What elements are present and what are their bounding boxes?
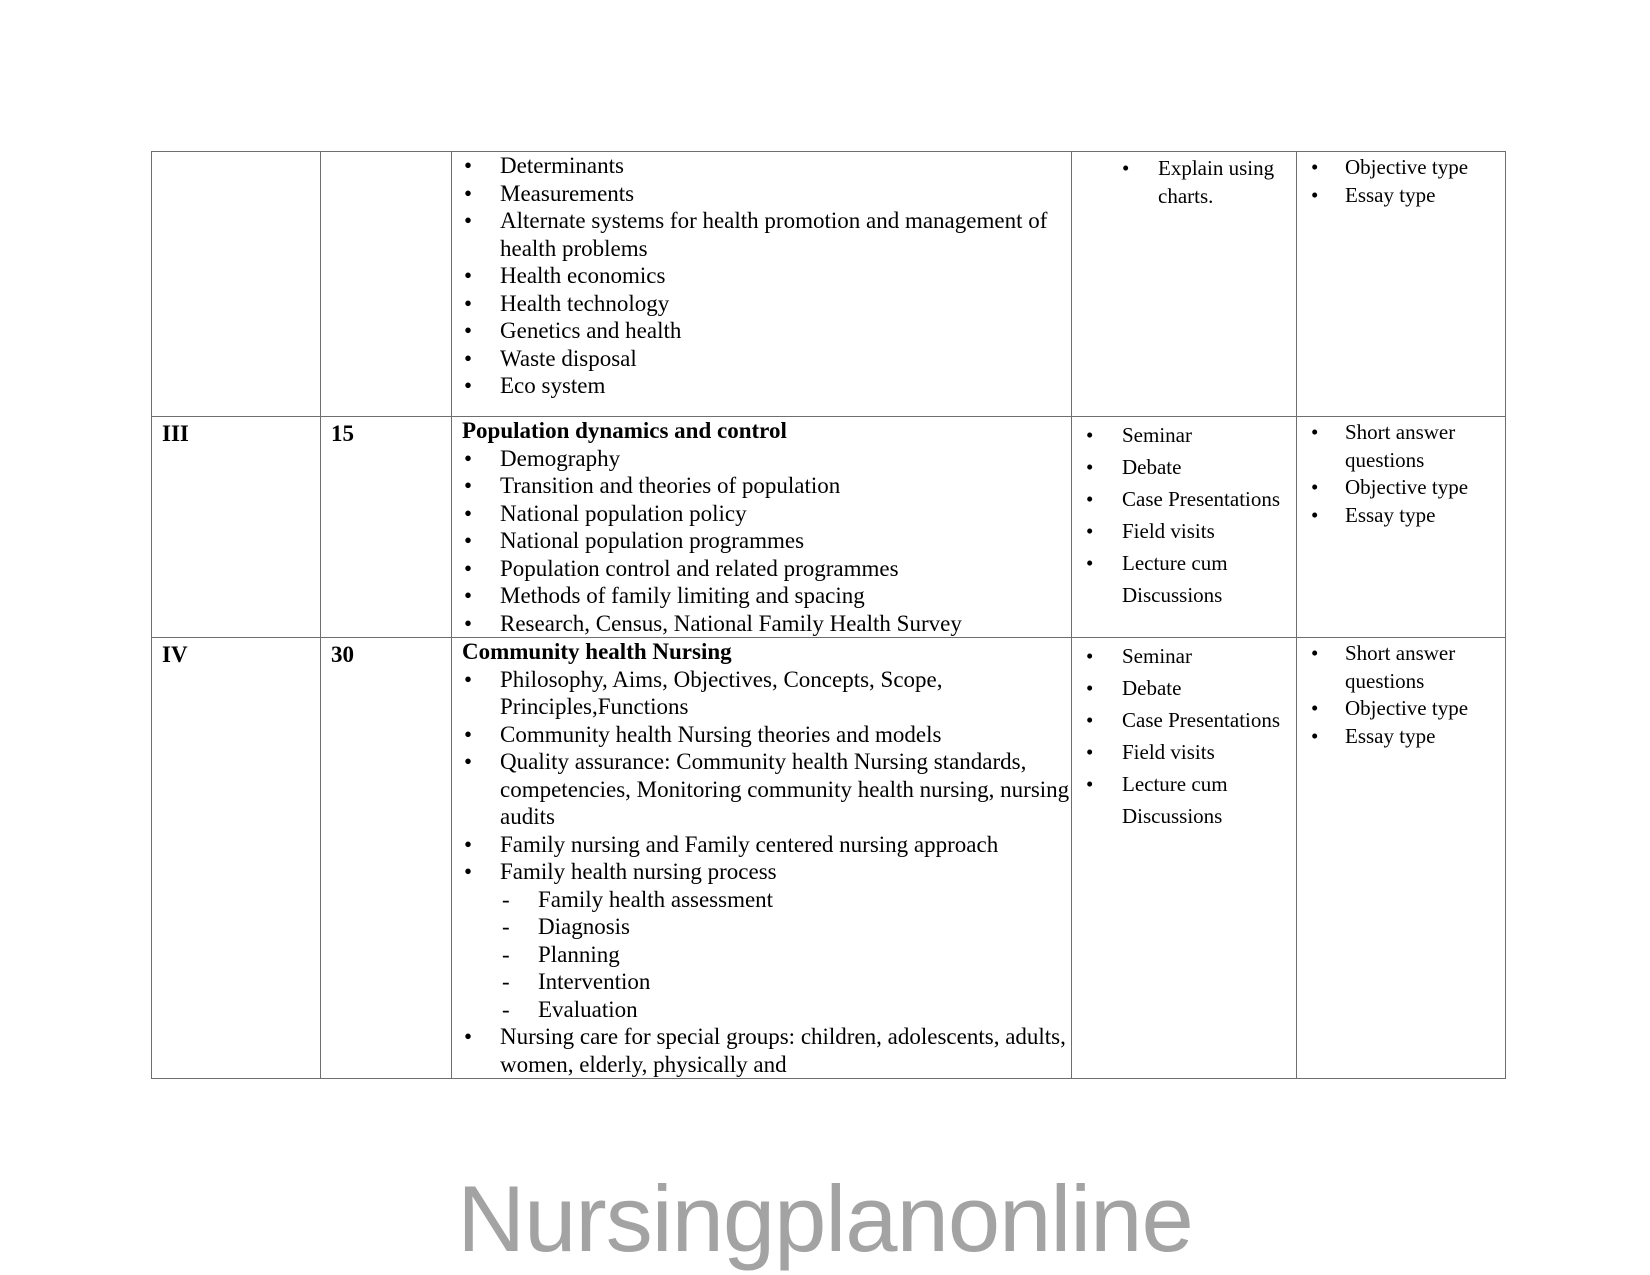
list-item-text: Family nursing and Family centered nursing approach — [500, 831, 999, 857]
list-item-text: Alternate systems for health promotion and management of health problems — [500, 208, 1048, 261]
unit-cell: III — [152, 417, 321, 638]
teaching-methods-cell — [1072, 638, 1297, 1079]
list-item — [462, 345, 1071, 373]
unit-cell: IV — [152, 638, 321, 1079]
hours-cell: 15 — [321, 417, 452, 638]
evaluation-item: • Objective type — [1309, 474, 1501, 502]
table-row — [152, 152, 1506, 417]
list-item-text: Philosophy, Aims, Objectives, Concepts, Scope, Principles,Functions — [500, 666, 943, 719]
method-item: • Field visits — [1084, 736, 1292, 768]
method-item: • Seminar — [1084, 640, 1292, 672]
list-item-text: Transition and theories of population — [500, 473, 841, 498]
list-item-text: Community health Nursing theories and models — [500, 721, 942, 747]
evaluation-cell — [1297, 152, 1506, 417]
method-item: • Lecture cum Discussions — [1084, 547, 1292, 611]
list-item-text: Methods of family limiting and spacing — [500, 583, 865, 608]
list-item — [462, 500, 1071, 528]
list-item — [462, 721, 1071, 749]
teaching-methods-cell — [1072, 417, 1297, 638]
evaluation-item: • Objective type — [1309, 695, 1501, 723]
unit-heading: Community health Nursing — [462, 639, 732, 664]
evaluation-item: • Essay type — [1309, 723, 1501, 751]
content-list — [462, 152, 1071, 400]
watermark: Nursingplanonline — [457, 1166, 1193, 1271]
syllabus-table — [151, 151, 1506, 1079]
list-item-text: National population programmes — [500, 528, 805, 553]
list-item-text: Research, Census, National Family Health Survey — [500, 610, 962, 636]
evaluation-item: • Short answer questions — [1309, 419, 1501, 474]
list-item — [462, 666, 1071, 721]
teaching-methods-cell — [1072, 152, 1297, 417]
content-cell — [452, 417, 1072, 638]
list-item — [462, 610, 1071, 638]
content-list — [462, 666, 1071, 1079]
sub-list-item: - Intervention — [500, 968, 1071, 996]
method-item: • Case Presentations — [1084, 483, 1292, 515]
method-item: • Field visits — [1084, 515, 1292, 547]
list-item — [462, 527, 1071, 555]
list-item — [462, 582, 1071, 610]
list-item — [462, 262, 1071, 290]
list-item — [462, 152, 1071, 180]
evaluation-item: • Essay type — [1309, 502, 1501, 530]
list-item-text: National population policy — [500, 500, 747, 526]
hours-cell: 30 — [321, 638, 452, 1079]
list-item-text: Determinants — [500, 153, 624, 178]
methods-list — [1084, 640, 1292, 832]
list-item — [462, 317, 1071, 345]
method-item: • Seminar — [1084, 419, 1292, 451]
evaluation-list — [1309, 419, 1501, 529]
evaluation-list — [1309, 640, 1501, 750]
list-item — [462, 290, 1071, 318]
evaluation-list — [1309, 154, 1501, 209]
list-item-text: Health economics — [500, 263, 666, 288]
method-item: • Debate — [1084, 672, 1292, 704]
list-item — [462, 831, 1071, 859]
list-item — [462, 180, 1071, 208]
evaluation-item: • Essay type — [1309, 182, 1501, 210]
list-item-text: Family health nursing process — [500, 859, 777, 884]
evaluation-cell — [1297, 417, 1506, 638]
list-item-text: Population control and related programmes — [500, 555, 899, 581]
evaluation-cell — [1297, 638, 1506, 1079]
method-item: • Lecture cum Discussions — [1084, 768, 1292, 832]
unit-heading: Population dynamics and control — [462, 418, 787, 443]
hours-cell — [321, 152, 452, 417]
content-list — [462, 445, 1071, 638]
list-item-text: Eco system — [500, 373, 606, 398]
content-cell — [452, 152, 1072, 417]
sub-list — [462, 886, 1071, 1024]
list-item — [462, 555, 1071, 583]
evaluation-item: • Objective type — [1309, 154, 1501, 182]
method-item: • Debate — [1084, 451, 1292, 483]
content-cell — [452, 638, 1072, 1079]
table-row — [152, 417, 1506, 638]
list-item-text: Health technology — [500, 290, 670, 316]
list-item — [462, 207, 1071, 262]
table-row — [152, 638, 1506, 1079]
list-item — [462, 445, 1071, 473]
evaluation-item: • Short answer questions — [1309, 640, 1501, 695]
list-item — [462, 472, 1071, 500]
list-item-text: Genetics and health — [500, 318, 682, 343]
list-item-text: Waste disposal — [500, 345, 637, 371]
list-item — [462, 1023, 1071, 1078]
methods-list — [1120, 154, 1292, 210]
list-item — [462, 858, 1071, 886]
list-item — [462, 372, 1071, 400]
sub-list-item: - Planning — [500, 941, 1071, 969]
list-item-text: Nursing care for special groups: children, adolescents, adults, women, elderly, physically and — [500, 1024, 1066, 1077]
sub-list-item: - Diagnosis — [500, 913, 1071, 941]
method-item: • Case Presentations — [1084, 704, 1292, 736]
list-item-text: Quality assurance: Community health Nursing standards, competencies, Monitoring community health nursing, nursing audits — [500, 749, 1070, 829]
list-item — [462, 748, 1071, 831]
list-item-text: Demography — [500, 445, 621, 471]
sub-list-item: - Family health assessment — [500, 886, 1071, 914]
method-item: • Explain using charts. — [1120, 154, 1292, 210]
list-item-text: Measurements — [500, 180, 635, 206]
sub-list-item: - Evaluation — [500, 996, 1071, 1024]
methods-list — [1084, 419, 1292, 611]
unit-cell — [152, 152, 321, 417]
